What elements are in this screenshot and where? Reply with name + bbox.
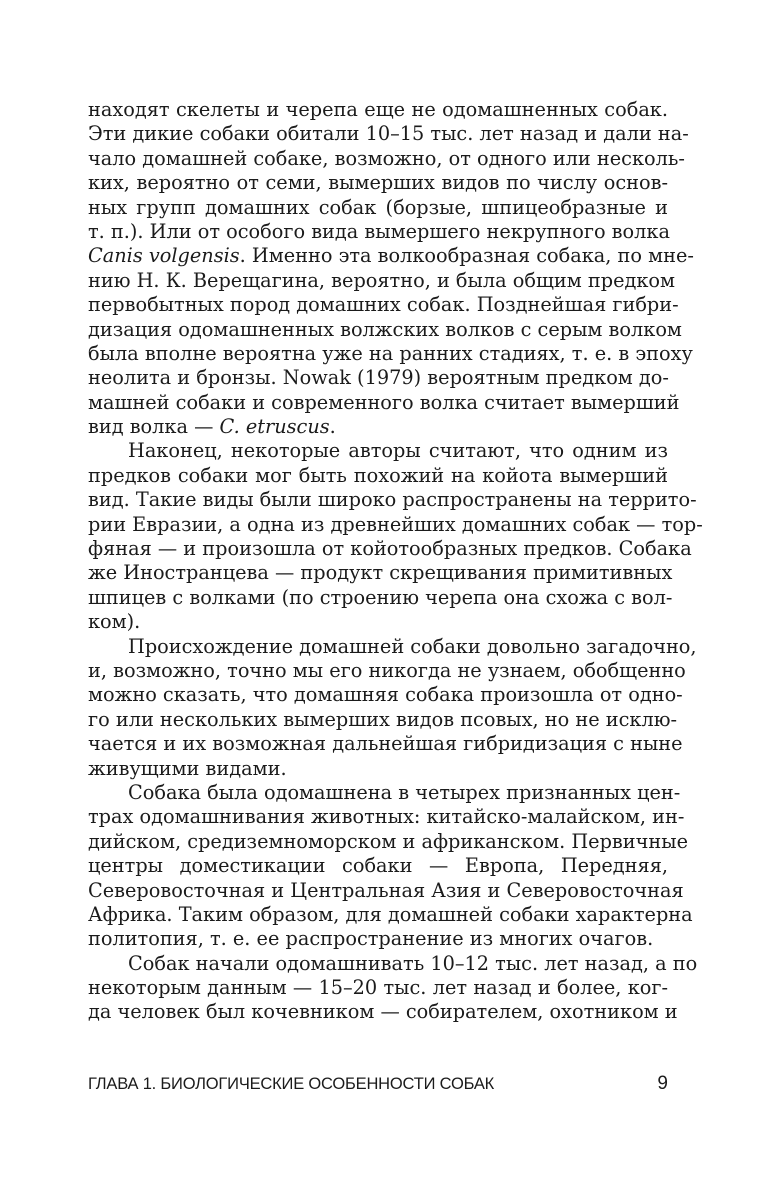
text-line: вид. Такие виды были широко распространены на террито- bbox=[88, 488, 697, 512]
text-line: центры доместикации собаки — Европа, Передняя, bbox=[88, 854, 668, 878]
text-line: чается и их возможная дальнейшая гибридизация с ныне bbox=[88, 732, 683, 756]
text-line: машней собаки и современного волка считает вымерший bbox=[88, 390, 680, 414]
running-footer-chapter-title: ГЛАВА 1. БИОЛОГИЧЕСКИЕ ОСОБЕННОСТИ СОБАК bbox=[88, 1075, 495, 1093]
text-line: рии Евразии, а одна из древнейших домашних собак — тор- bbox=[88, 512, 703, 536]
species-name: Canis volgensis bbox=[88, 244, 240, 268]
paragraph-first-line: Наконец, некоторые авторы считают, что одним из bbox=[128, 439, 668, 463]
text-line: трах одомашнивания животных: китайско-малайском, ин- bbox=[88, 805, 685, 829]
text-line: го или нескольких вымерших видов псовых, но не исклю- bbox=[88, 707, 678, 731]
text-line: и, возможно, точно мы его никогда не узнаем, обобщенно bbox=[88, 658, 686, 682]
text-line: дийском, средиземноморском и африканском. Первичные bbox=[88, 829, 688, 853]
text-line: да человек был кочевником — собирателем, охотником и bbox=[88, 1000, 678, 1024]
text-line: живущими видами. bbox=[88, 756, 287, 780]
text-line: фяная — и произошла от койотообразных предков. Собака bbox=[88, 537, 692, 561]
body-text bbox=[88, 98, 703, 1025]
paragraph-first-line: Происхождение домашней собаки довольно загадочно, bbox=[128, 634, 697, 658]
paragraph-first-line: Собак начали одомашнивать 10–12 тыс. лет назад, а по bbox=[128, 951, 698, 975]
text-line: неолита и бронзы. Nowak (1979) вероятным предком до- bbox=[88, 366, 669, 390]
text-line: политопия, т. е. ее распространение из многих очагов. bbox=[88, 927, 654, 951]
text-line: дизация одомашненных волжских волков с серым волком bbox=[88, 317, 682, 341]
text-line: Африка. Таким образом, для домашней собаки характерна bbox=[88, 902, 693, 926]
text-line: находят скелеты и черепа еще не одомашненных собак. bbox=[88, 98, 668, 121]
text-line: ных групп домашних собак (борзые, шпицеобразные и bbox=[88, 195, 668, 219]
text-line bbox=[88, 415, 668, 439]
text-line: некоторым данным — 15–20 тыс. лет назад и более, ког- bbox=[88, 976, 668, 1000]
text-line: шпицев с волками (по строению черепа она схожа с вол- bbox=[88, 585, 673, 609]
page-footer bbox=[88, 1075, 668, 1101]
text-fragment: . Именно эта волкообразная собака, по мне- bbox=[239, 244, 694, 268]
text-line: ком). bbox=[88, 610, 141, 634]
text-line bbox=[88, 244, 694, 268]
text-line: нию Н. К. Верещагина, вероятно, и была общим предком bbox=[88, 268, 676, 292]
species-name: C. etruscus bbox=[219, 415, 330, 439]
text-line: же Иностранцева — продукт скрещивания примитивных bbox=[88, 561, 673, 585]
text-line: ких, вероятно от семи, вымерших видов по числу основ- bbox=[88, 171, 668, 195]
text-line: можно сказать, что домашняя собака произошла от одно- bbox=[88, 683, 683, 707]
text-line: была вполне вероятна уже на ранних стадиях, т. е. в эпоху bbox=[88, 341, 693, 365]
text-line: чало домашней собаке, возможно, от одного или несколь- bbox=[88, 146, 685, 170]
text-line: Эти дикие собаки обитали 10–15 тыс. лет назад и дали на- bbox=[88, 122, 689, 146]
text-fragment: вид волка — bbox=[88, 415, 220, 439]
text-line: т. п.). Или от особого вида вымершего некрупного волка bbox=[88, 219, 670, 243]
text-line: Северовосточная и Центральная Азия и Северовосточная bbox=[88, 878, 684, 902]
paragraph-first-line: Собака была одомашнена в четырех признанных цен- bbox=[128, 780, 681, 804]
page-number: 9 bbox=[657, 1073, 668, 1094]
text-fragment: . bbox=[329, 415, 336, 439]
text-line: предков собаки мог быть похожий на койота вымерший bbox=[88, 463, 668, 487]
text-line: первобытных пород домашних собак. Позднейшая гибри- bbox=[88, 293, 679, 317]
